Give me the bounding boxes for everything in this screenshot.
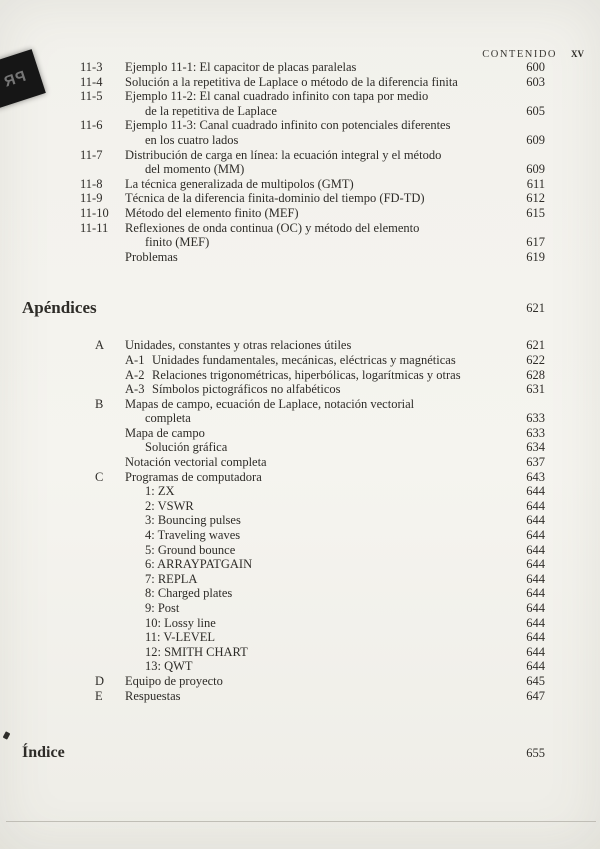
entry-page-number: 644 [526,542,545,557]
toc-entry-row [22,586,600,601]
entry-title-line: Respuestas [125,688,181,703]
entry-page-number: 644 [526,615,545,630]
entry-title [125,89,526,118]
entry-title-line: Ejemplo 11-2: El canal cuadrado infinito con tapa por medio [125,89,429,104]
entry-page-number: 628 [526,367,545,382]
entry-title-line: 2: VSWR [145,498,194,513]
entry-title [145,630,526,645]
running-header-title: CONTENIDO [482,49,557,60]
entry-page-number: 634 [526,440,545,455]
entry-title-line: 4: Traveling waves [145,528,241,543]
toc-entry-row [22,60,600,75]
entry-label: D [95,673,105,688]
toc-entry-row [22,630,600,645]
entry-title-line: 1: ZX [145,484,175,499]
toc-entry-row [22,250,600,265]
entry-title-line: Mapa de campo [125,425,205,440]
entry-label: 11-10 [80,205,109,220]
entry-page-number: 644 [526,601,545,615]
entry-label: 11-7 [80,147,103,162]
toc-entry-row [22,206,600,221]
entry-page-number: 644 [526,528,545,543]
entry-title [145,440,526,455]
scan-artifact-bleedthrough-text: PR [0,67,28,91]
entry-title-line: Problemas [125,249,178,264]
entry-page-number: 644 [526,557,545,572]
toc-entry-row [22,148,600,177]
entry-title [125,75,526,90]
toc-entry-row [22,221,600,250]
toc-entry-row [22,645,600,660]
entry-title [125,221,526,250]
entry-title [145,659,526,674]
entry-title [125,60,526,75]
entry-title [145,616,526,631]
toc-entry-row [22,513,600,528]
entry-title [125,206,526,221]
toc-entry-row [22,601,600,616]
entry-page-number: 645 [526,673,545,688]
entry-title-line: Unidades fundamentales, mecánicas, eléctricas y magnéticas [152,352,456,367]
entry-title-continuation: completa [145,411,191,426]
entry-title-line: La técnica generalizada de multipolos (GMT) [125,176,354,191]
entry-title-line: Apéndices [22,298,97,318]
entry-title-line: 6: ARRAYPATGAIN [145,557,253,572]
entry-title-line: 7: REPLA [145,571,198,586]
entry-page-number: 622 [526,352,545,367]
entry-title-continuation: de la repetitiva de Laplace [145,103,277,118]
entry-label: 11-3 [80,60,103,74]
entry-title-line: Solución a la repetitiva de Laplace o método de la diferencia finita [125,74,458,89]
entry-title-continuation: en los cuatro lados [145,132,239,147]
entry-label: A-3 [125,382,145,397]
entry-page-number: 644 [526,644,545,659]
entry-label: 11-6 [80,118,103,133]
entry-page-number: 609 [526,132,545,147]
entry-page-number: 644 [526,586,545,601]
running-header [482,46,584,61]
entry-title-line: Equipo de proyecto [125,673,223,688]
toc-entry-row [22,528,600,543]
entry-title-line: 9: Post [145,601,180,615]
toc-entry-row [22,674,600,689]
entry-label: 11-11 [80,220,109,235]
toc-entry-row [22,118,600,147]
entry-title [145,557,526,572]
entry-title [145,513,526,528]
entry-title-line: 10: Lossy line [145,615,216,630]
entry-page-number: 603 [526,74,545,89]
entry-title-line: Ejemplo 11-3: Canal cuadrado infinito con potenciales diferentes [125,118,451,133]
entry-label: A-2 [125,367,145,382]
toc-entry-row [22,338,600,353]
entry-label: 11-4 [80,74,103,89]
toc-entry-row [22,659,600,674]
toc-entries [0,60,600,763]
toc-entry-row [22,543,600,558]
entry-title-line: Relaciones trigonométricas, hiperbólicas, logarítmicas y otras [152,367,461,382]
entry-title [22,743,526,763]
entry-title [145,601,526,616]
entry-title-line: 3: Bouncing pulses [145,513,241,528]
entry-title-continuation: finito (MEF) [145,235,210,250]
entry-page-number: 643 [526,469,545,484]
entry-title [125,470,526,485]
toc-entry-row [22,75,600,90]
entry-page-number: 609 [526,162,545,177]
entry-title-line: Reflexiones de onda continua (OC) y método del elemento [125,220,420,235]
entry-title-line: Índice [22,744,65,762]
entry-page-number: 644 [526,498,545,513]
entry-page-number: 600 [526,60,545,74]
entry-title [125,177,527,192]
entry-page-number: 617 [526,235,545,250]
entry-title [145,528,526,543]
toc-entry-row [22,499,600,514]
entry-title-line: 8: Charged plates [145,586,233,601]
entry-title-line: 13: QWT [145,659,193,674]
entry-title [125,191,526,206]
toc-entry-row [22,426,600,441]
page-number-roman: xv [571,46,584,60]
entry-title [152,382,526,397]
entry-label: 11-9 [80,191,103,206]
entry-page-number: 611 [526,176,545,191]
toc-entry-row [22,368,600,383]
toc-entry-row [22,353,600,368]
entry-page-number: 619 [526,249,545,264]
toc-entry-row [22,616,600,631]
entry-page-number: 605 [526,103,545,118]
entry-title-line: Notación vectorial completa [125,455,267,470]
toc-entry-row [22,177,600,192]
entry-title [145,499,526,514]
entry-title-line: Método del elemento finito (MEF) [125,205,299,220]
entry-page-number: 621 [526,301,545,316]
entry-title [125,674,526,689]
scan-edge-line [6,821,596,822]
entry-label: E [95,688,103,703]
entry-label: A [95,338,105,353]
entry-title [145,586,526,601]
entry-title [125,689,526,704]
entry-title [152,353,526,368]
toc-entry-row [22,557,600,572]
toc-entry-row [22,689,600,704]
entry-page-number: 647 [526,688,545,703]
entry-title [125,148,526,177]
entry-page-number: 633 [526,411,545,426]
entry-label: 11-8 [80,176,103,191]
entry-page-number: 637 [526,455,545,470]
entry-title [125,250,526,265]
entry-page-number: 644 [526,659,545,674]
entry-page-number: 655 [526,746,545,761]
entry-title-line: Unidades, constantes y otras relaciones útiles [125,338,352,353]
entry-page-number: 644 [526,571,545,586]
toc-entry-row [22,572,600,587]
entry-title-line: Técnica de la diferencia finita-dominio del tiempo (FD-TD) [125,191,425,206]
entry-title [22,298,526,318]
entry-page-number: 644 [526,513,545,528]
entry-title-line: Ejemplo 11-1: El capacitor de placas paralelas [125,60,357,74]
entry-title-line: Solución gráfica [145,440,228,455]
entry-title [145,572,526,587]
toc-entry-row [22,89,600,118]
toc-entry-row [22,191,600,206]
entry-title-line: 12: SMITH CHART [145,644,248,659]
entry-page-number: 631 [526,382,545,397]
entry-page-number: 615 [526,205,545,220]
entry-label: B [95,396,104,411]
toc-entry-row [22,397,600,426]
entry-page-number: 612 [526,191,545,206]
entry-title [145,543,526,558]
entry-title-line: 5: Ground bounce [145,542,236,557]
entry-label: A-1 [125,352,145,367]
entry-title-line: Mapas de campo, ecuación de Laplace, notación vectorial [125,396,415,411]
entry-title [145,484,526,499]
entry-title [125,338,526,353]
entry-title-continuation: del momento (MM) [145,162,245,177]
toc-entry-row [22,440,600,455]
entry-page-number: 644 [526,484,545,499]
entry-title [145,645,526,660]
toc-entry-row [22,382,600,397]
entry-title [125,118,526,147]
entry-title-line: Programas de computadora [125,469,262,484]
entry-title [125,455,526,470]
entry-label: 11-5 [80,89,103,104]
entry-title [125,426,526,441]
toc-heading-row [22,298,600,318]
toc-entry-row [22,455,600,470]
entry-page-number: 633 [526,425,545,440]
toc-entry-row [22,484,600,499]
entry-page-number: 644 [526,630,545,645]
entry-page-number: 621 [526,338,545,353]
entry-title-line: 11: V-LEVEL [145,630,216,645]
entry-title [152,368,526,383]
entry-title [125,397,526,426]
entry-label: C [95,469,104,484]
entry-title-line: Símbolos pictográficos no alfabéticos [152,382,341,397]
toc-entry-row [22,470,600,485]
toc-heading-row [22,743,600,763]
entry-title-line: Distribución de carga en línea: la ecuación integral y el método [125,147,442,162]
